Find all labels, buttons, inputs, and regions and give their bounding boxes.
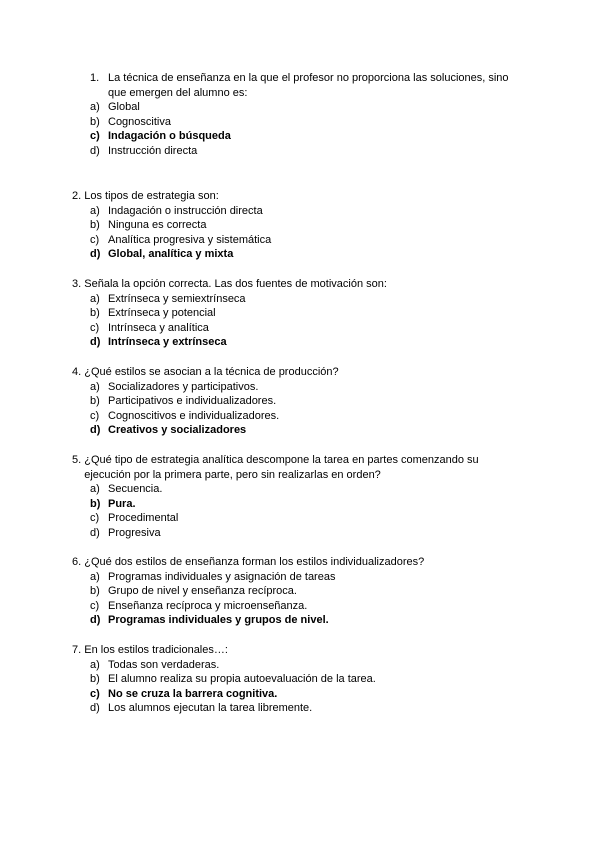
option-c bbox=[72, 599, 522, 614]
question-stem bbox=[72, 555, 522, 570]
options-list bbox=[72, 658, 522, 716]
option-text: Global bbox=[108, 101, 140, 114]
option-text: Creativos y socializadores bbox=[108, 424, 247, 437]
option-text: Instrucción directa bbox=[108, 144, 198, 157]
question-text: ¿Qué dos estilos de enseñanza forman los estilos individualizadores? bbox=[84, 556, 425, 568]
question-text: ¿Qué estilos se asocian a la técnica de producción? bbox=[84, 366, 339, 378]
option-d bbox=[72, 335, 522, 350]
option-d bbox=[72, 144, 522, 159]
option-letter: b) bbox=[90, 497, 101, 510]
option-text: Extrínseca y potencial bbox=[108, 307, 216, 320]
option-text: Global, analítica y mixta bbox=[108, 248, 234, 261]
option-text: Programas individuales y asignación de tareas bbox=[108, 570, 336, 583]
question-2 bbox=[72, 189, 522, 262]
option-letter: c) bbox=[90, 599, 100, 612]
option-a bbox=[72, 658, 522, 673]
question-stem bbox=[72, 71, 522, 100]
option-letter: d) bbox=[90, 336, 101, 349]
option-c bbox=[72, 511, 522, 526]
option-b bbox=[72, 218, 522, 233]
question-4 bbox=[72, 365, 522, 438]
option-text: Ninguna es correcta bbox=[108, 219, 207, 232]
option-text: Grupo de nivel y enseñanza recíproca. bbox=[108, 585, 297, 598]
option-d bbox=[72, 613, 522, 628]
options-list bbox=[72, 292, 522, 350]
question-text: La técnica de enseñanza en la que el profesor no proporciona las soluciones, sino que emergen del alumno es: bbox=[108, 72, 509, 99]
option-b bbox=[72, 497, 522, 512]
option-letter: b) bbox=[90, 673, 100, 686]
question-stem bbox=[72, 189, 522, 204]
option-c bbox=[72, 233, 522, 248]
option-a bbox=[72, 292, 522, 307]
question-6 bbox=[72, 555, 522, 628]
option-letter: b) bbox=[90, 219, 100, 232]
option-b bbox=[72, 672, 522, 687]
option-text: Indagación o instrucción directa bbox=[108, 204, 263, 217]
option-text: Intrínseca y analítica bbox=[108, 321, 209, 334]
options-list bbox=[72, 482, 522, 540]
option-letter: a) bbox=[90, 101, 100, 114]
question-number: 7. bbox=[72, 644, 82, 656]
option-letter: a) bbox=[90, 292, 100, 305]
option-text: Cognoscitiva bbox=[108, 115, 171, 128]
option-letter: d) bbox=[90, 144, 100, 157]
option-b bbox=[72, 394, 522, 409]
question-1 bbox=[72, 71, 522, 159]
question-stem bbox=[72, 643, 522, 658]
option-letter: a) bbox=[90, 483, 100, 496]
question-number: 6. bbox=[72, 556, 82, 568]
option-letter: c) bbox=[90, 409, 100, 422]
option-letter: a) bbox=[90, 570, 100, 583]
option-d bbox=[72, 423, 522, 438]
option-d bbox=[72, 247, 522, 262]
option-text: Programas individuales y grupos de nivel. bbox=[108, 614, 329, 627]
question-5 bbox=[72, 453, 522, 541]
option-a bbox=[72, 204, 522, 219]
option-text: Cognoscitivos e individualizadores. bbox=[108, 409, 280, 422]
question-number: 4. bbox=[72, 366, 82, 378]
option-b bbox=[72, 584, 522, 599]
option-letter: c) bbox=[90, 233, 100, 246]
option-a bbox=[72, 570, 522, 585]
option-text: Los alumnos ejecutan la tarea libremente. bbox=[108, 702, 313, 715]
option-c bbox=[72, 321, 522, 336]
options-list bbox=[72, 570, 522, 628]
option-letter: c) bbox=[90, 687, 100, 700]
option-letter: c) bbox=[90, 130, 100, 143]
option-a bbox=[72, 100, 522, 115]
option-b bbox=[72, 306, 522, 321]
option-text: Secuencia. bbox=[108, 483, 163, 496]
option-text: Todas son verdaderas. bbox=[108, 658, 220, 671]
option-b bbox=[72, 115, 522, 130]
option-text: Enseñanza recíproca y microenseñanza. bbox=[108, 599, 308, 612]
option-letter: d) bbox=[90, 526, 100, 539]
option-letter: d) bbox=[90, 424, 101, 437]
option-text: Extrínseca y semiextrínseca bbox=[108, 292, 246, 305]
option-text: El alumno realiza su propia autoevaluación de la tarea. bbox=[108, 673, 376, 686]
option-letter: c) bbox=[90, 321, 100, 334]
question-stem bbox=[72, 453, 522, 482]
question-text: Señala la opción correcta. Las dos fuentes de motivación son: bbox=[84, 278, 387, 290]
option-text: Socializadores y participativos. bbox=[108, 380, 259, 393]
question-number: 3. bbox=[72, 278, 82, 290]
option-text: Procedimental bbox=[108, 512, 179, 525]
question-text: ¿Qué tipo de estrategia analítica descompone la tarea en partes comenzando su ejecución por la primera parte, pero sin realizarlas en orden? bbox=[84, 454, 479, 481]
option-letter: a) bbox=[90, 658, 100, 671]
option-text: No se cruza la barrera cognitiva. bbox=[108, 687, 278, 700]
option-d bbox=[72, 526, 522, 541]
option-letter: b) bbox=[90, 395, 100, 408]
option-letter: d) bbox=[90, 702, 100, 715]
option-text: Analítica progresiva y sistemática bbox=[108, 233, 272, 246]
option-a bbox=[72, 482, 522, 497]
option-text: Indagación o búsqueda bbox=[108, 130, 231, 143]
options-list bbox=[72, 100, 522, 158]
option-letter: d) bbox=[90, 248, 101, 261]
question-text: Los tipos de estrategia son: bbox=[84, 190, 219, 202]
option-a bbox=[72, 380, 522, 395]
option-letter: b) bbox=[90, 115, 100, 128]
option-d bbox=[72, 701, 522, 716]
option-letter: a) bbox=[90, 204, 100, 217]
option-text: Participativos e individualizadores. bbox=[108, 395, 277, 408]
question-stem bbox=[72, 277, 522, 292]
option-letter: b) bbox=[90, 585, 100, 598]
option-letter: c) bbox=[90, 512, 100, 525]
option-letter: b) bbox=[90, 307, 100, 320]
option-c bbox=[72, 409, 522, 424]
question-3 bbox=[72, 277, 522, 350]
options-list bbox=[72, 380, 522, 438]
option-text: Progresiva bbox=[108, 526, 161, 539]
option-c bbox=[72, 687, 522, 702]
option-letter: a) bbox=[90, 380, 100, 393]
options-list bbox=[72, 204, 522, 262]
question-text: En los estilos tradicionales…: bbox=[84, 644, 228, 656]
question-number: 5. bbox=[72, 454, 82, 466]
option-letter: d) bbox=[90, 614, 101, 627]
question-number: 2. bbox=[72, 190, 82, 202]
option-text: Pura. bbox=[108, 497, 136, 510]
question-stem bbox=[72, 365, 522, 380]
option-text: Intrínseca y extrínseca bbox=[108, 336, 227, 349]
option-c bbox=[72, 129, 522, 144]
question-number: 1. bbox=[90, 72, 100, 84]
question-7 bbox=[72, 643, 522, 716]
